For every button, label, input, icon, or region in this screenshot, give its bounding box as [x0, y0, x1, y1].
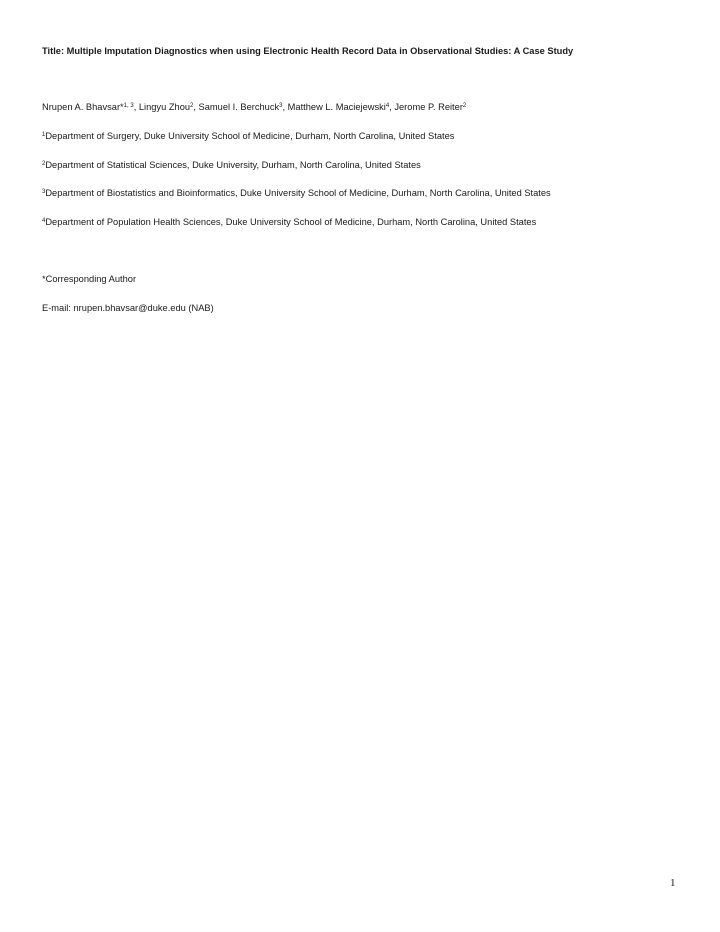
author-affiliation-sup: 3: [279, 103, 283, 109]
paper-title: Title: Multiple Imputation Diagnostics when using Electronic Health Record Data in Observational Studies: A Case Study: [42, 46, 574, 56]
author-affiliation-sup: 4: [385, 103, 390, 109]
affiliation-text: Department of Biostatistics and Bioinformatics, Duke University School of Medicine, Durham, North Carolina, United States: [45, 188, 551, 198]
affiliation-number: 2: [42, 161, 46, 167]
affiliation-number: 1: [42, 132, 46, 138]
corresponding-author-note: *Corresponding Author: [42, 274, 137, 284]
author-name: Lingyu Zhou: [138, 102, 191, 112]
affiliation-number: 4: [42, 218, 46, 224]
author-separator: ,: [282, 102, 288, 112]
affiliation-2: [42, 159, 421, 171]
author-name: Matthew L. Maciejewski: [287, 102, 386, 112]
corresponding-email: E-mail: nrupen.bhavsar@duke.edu (NAB): [42, 303, 214, 313]
author-list: [42, 101, 466, 113]
author-name: Jerome P. Reiter: [394, 102, 463, 112]
affiliation-1: [42, 130, 454, 142]
author-separator: ,: [389, 102, 395, 112]
page-number: 1: [670, 877, 676, 889]
author-affiliation-sup: 2: [462, 103, 467, 109]
affiliation-3: [42, 187, 551, 199]
affiliation-text: Department of Surgery, Duke University School of Medicine, Durham, North Carolina, United States: [45, 131, 455, 141]
affiliation-text: Department of Statistical Sciences, Duke University, Durham, North Carolina, United States: [45, 160, 421, 170]
author-affiliation-sup: 2: [190, 103, 194, 109]
author-separator: ,: [133, 102, 139, 112]
affiliation-number: 3: [42, 189, 46, 195]
affiliation-text: Department of Population Health Sciences, Duke University School of Medicine, Durham, North Carolina, United States: [45, 217, 537, 227]
author-affiliation-sup: 1, 3: [123, 103, 134, 109]
affiliation-4: [42, 216, 536, 228]
author-separator: ,: [193, 102, 199, 112]
author-name: Samuel I. Berchuck: [198, 102, 280, 112]
author-name: Nrupen A. Bhavsar: [42, 102, 121, 112]
corresponding-mark: *: [120, 102, 124, 112]
